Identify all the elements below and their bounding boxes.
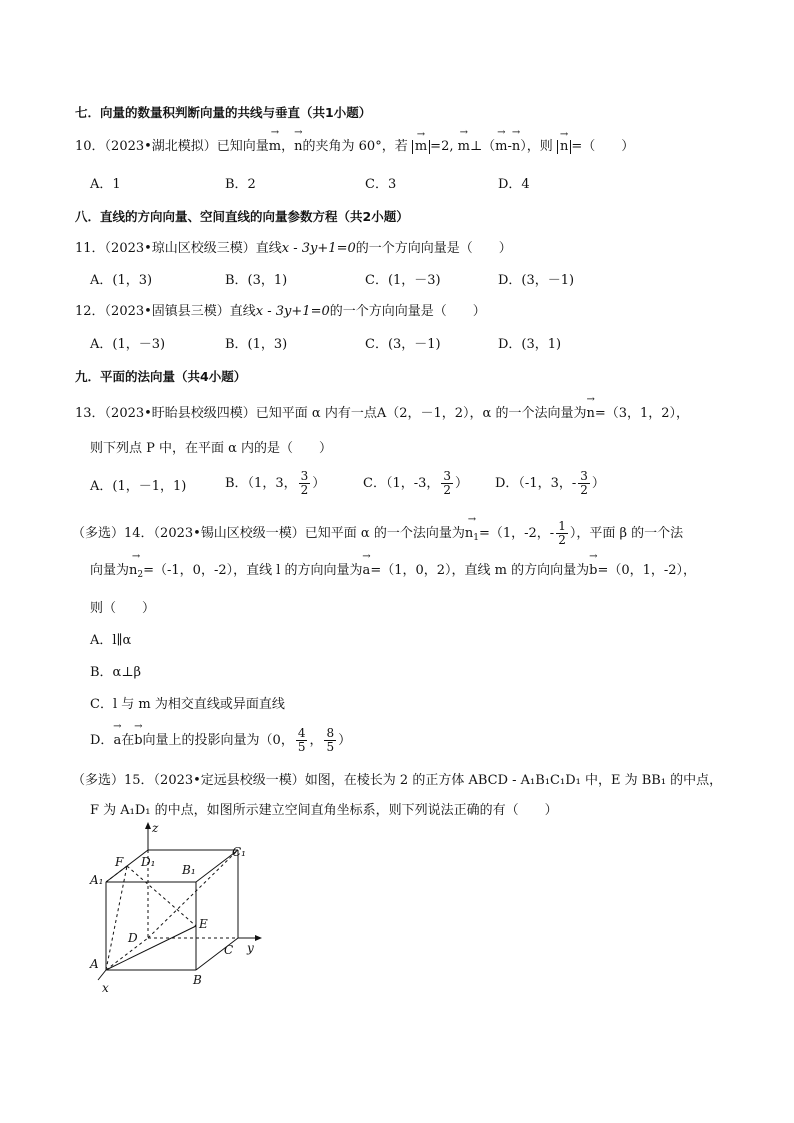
question-13-stem <box>75 405 689 423</box>
q11-stem-text: 11．（2023•琼山区校级三模）直线 <box>75 241 282 256</box>
q12-option-c: C．(3，－1) <box>365 337 441 352</box>
n1-letter: n <box>464 526 474 541</box>
q13-option-a: A．(1，－1，1) <box>90 479 187 494</box>
vector-b: → b <box>589 562 597 580</box>
label-b: B <box>193 973 202 987</box>
q13-c-post: ） <box>455 476 469 491</box>
vector-n-abs: → n <box>560 140 568 154</box>
abs-n <box>557 140 571 154</box>
label-f: F <box>115 855 124 869</box>
q12-stem-text: 12．（2023•固镇县三模）直线 <box>75 304 256 319</box>
frac-num: 1 <box>558 519 566 533</box>
label-a1: A₁ <box>90 873 104 887</box>
q14-d-mid: 在 <box>121 733 135 748</box>
label-e: E <box>199 917 208 931</box>
q10-text-2: =2, <box>430 139 454 154</box>
label-x: x <box>102 981 109 995</box>
question-10-stem: 10．（2023•湖北模拟）已知向量→ m，→ n的夹角为 60°，若 → m =2, → m⊥（→ m-→ n），则 → n =（ ） <box>75 138 634 156</box>
q11-equation: x - 3y+1=0 <box>281 241 356 256</box>
section-8-heading: 八．直线的方向向量、空间直线的向量参数方程（共2小题） <box>75 209 409 224</box>
q13-c-pre: C．（1，-3， <box>363 476 440 491</box>
q10-option-a: A．1 <box>90 177 121 192</box>
n1-sub: 1 <box>473 533 479 543</box>
q12-option-d: D．(3，1) <box>498 337 562 352</box>
cube-figure <box>86 822 276 997</box>
q14-line-1: （多选）14．（2023•锡山区校级一模）已知平面 α 的一个法向量为 <box>72 526 465 541</box>
q14-option-a: A．l∥α <box>90 633 132 648</box>
frac-den: 2 <box>300 483 309 497</box>
frac-den: 2 <box>443 483 452 497</box>
vector-n: → n <box>294 138 302 156</box>
question-12-stem <box>75 303 486 321</box>
vector-m: → m <box>269 138 281 156</box>
q11-option-d: D．(3，－1) <box>498 273 575 288</box>
q12-equation: x - 3y+1=0 <box>255 304 330 319</box>
q13-option-b <box>225 470 325 497</box>
q13-option-c <box>363 470 468 497</box>
frac-den: 2 <box>558 533 566 547</box>
vector-b-2: → b <box>134 732 142 750</box>
fraction-3-2 <box>578 470 590 497</box>
n2-letter: n <box>129 563 138 578</box>
fraction-8-5 <box>324 727 336 754</box>
q10-option-c: C．3 <box>365 177 397 192</box>
q10-text-5: =（ ） <box>571 139 635 154</box>
q13-b-post: ） <box>312 476 326 491</box>
q11-tail: 的一个方向向量是（ ） <box>355 241 512 256</box>
label-a: A <box>90 957 99 971</box>
y-arrow-icon <box>255 935 262 941</box>
fraction-4-5 <box>296 727 308 754</box>
q14-a-value: =（1，0，2），直线 m 的方向向量为 <box>370 563 590 578</box>
q14-d-pre: D． <box>90 733 114 748</box>
label-d1: D₁ <box>141 855 156 869</box>
q12-option-a: A．(1，－3) <box>90 337 166 352</box>
frac-den: 5 <box>326 740 335 754</box>
label-c1: C₁ <box>232 845 246 859</box>
q13-normal-vector: → n <box>586 405 594 423</box>
frac-num: 3 <box>443 469 452 483</box>
abs-m <box>412 140 430 154</box>
label-c: C <box>224 943 234 957</box>
question-15-line-1: （多选）15．（2023•定远县校级一模）如图，在棱长为 2 的正方体 ABCD - A₁B₁C₁D₁ 中，E 为 BB₁ 的中点， <box>72 773 723 788</box>
q11-option-c: C．(1，－3) <box>365 273 441 288</box>
question-15-line-2: F 为 A₁D₁ 的中点，如图所示建立空间直角坐标系，则下列说法正确的有（ ） <box>90 803 558 818</box>
q14-n1-value: =（1，-2，- <box>478 526 555 541</box>
q13-line-2: 则下列点 P 中，在平面 α 内的是（ ） <box>90 441 333 456</box>
q14-b-value: =（0，1，-2）， <box>597 563 697 578</box>
q14-option-b: B．α⊥β <box>90 665 142 680</box>
hidden-edge-ad <box>106 938 148 970</box>
vector-n2 <box>129 562 143 584</box>
x-axis <box>98 970 106 980</box>
section-7-heading: 七．向量的数量积判断向量的共线与垂直（共1小题） <box>75 105 372 120</box>
z-arrow-icon <box>145 822 151 829</box>
label-y: y <box>247 941 254 955</box>
q10-option-b: B．2 <box>225 177 256 192</box>
q13-d-pre: D．（-1，3，- <box>495 476 577 491</box>
label-d: D <box>128 931 138 945</box>
q14-option-d: D．→ a在→ b向量上的投影向量为（0， $\frac{4}{5}$ ， $\frac{8}{5}$ ） <box>90 727 351 754</box>
n2-sub: 2 <box>137 570 144 580</box>
q10-text-1: 的夹角为 60°，若 <box>302 139 408 154</box>
frac-num: 4 <box>297 726 306 740</box>
frac-den: 2 <box>580 483 588 497</box>
q12-tail: 的一个方向向量是（ ） <box>329 304 486 319</box>
label-b1: B₁ <box>182 863 196 877</box>
q10-option-d: D．4 <box>498 177 530 192</box>
vector-m-2: → m <box>458 138 470 156</box>
q13-normal-value: =（3，1，2）， <box>594 406 690 421</box>
fraction-1-2 <box>556 520 568 547</box>
q11-option-b: B．(3，1) <box>225 273 288 288</box>
q14-line-2-pre: 向量为 <box>90 563 130 578</box>
q11-option-a: A．(1，3) <box>90 273 153 288</box>
q14-line-1-tail: ），平面 β 的一个法 <box>569 526 684 541</box>
frac-den: 5 <box>297 740 306 754</box>
q13-stem-text: 13．（2023•盱眙县校级四模）已知平面 α 内有一点 <box>75 406 377 421</box>
fraction-3-2 <box>441 470 453 497</box>
vector-a: → a <box>363 562 371 580</box>
vector-m-abs: → m <box>415 140 427 154</box>
q12-option-b: B．(1，3) <box>225 337 288 352</box>
frac-num: 3 <box>300 469 309 483</box>
q14-d-end: ） <box>338 733 352 748</box>
q13-d-post: ） <box>591 476 605 491</box>
frac-num: 8 <box>326 726 335 740</box>
vector-m-3: → m <box>495 138 507 156</box>
question-14-line-2 <box>90 562 696 584</box>
fraction-3-2 <box>299 470 311 497</box>
frac-num: 3 <box>580 469 588 483</box>
q10-text-3: ⊥（ <box>469 139 496 154</box>
q13-option-d <box>495 470 605 497</box>
q10-prefix: 10．（2023•湖北模拟）已知向量 <box>75 139 269 154</box>
question-11-stem <box>75 240 512 258</box>
q14-option-c: C．l 与 m 为相交直线或异面直线 <box>90 697 285 712</box>
vector-n-2: → n <box>512 138 520 156</box>
segment-ae <box>106 926 196 970</box>
label-z: z <box>152 822 159 835</box>
q14-d-post: 向量上的投影向量为（0， <box>142 733 294 748</box>
q13-point-a: A（2，－1，2），α 的一个法向量为 <box>376 406 587 421</box>
q14-line-3: 则（ ） <box>90 601 156 616</box>
vector-a-2: → a <box>113 732 121 750</box>
question-14-stem <box>72 520 683 547</box>
section-9-heading: 九．平面的法向量（共4小题） <box>75 369 247 384</box>
q10-text-4: ），则 <box>520 139 553 154</box>
q13-b-pre: B．（1，3， <box>225 476 297 491</box>
q14-n2-value: =（-1，0，-2），直线 l 的方向向量为 <box>143 563 363 578</box>
vector-n1 <box>465 525 479 547</box>
